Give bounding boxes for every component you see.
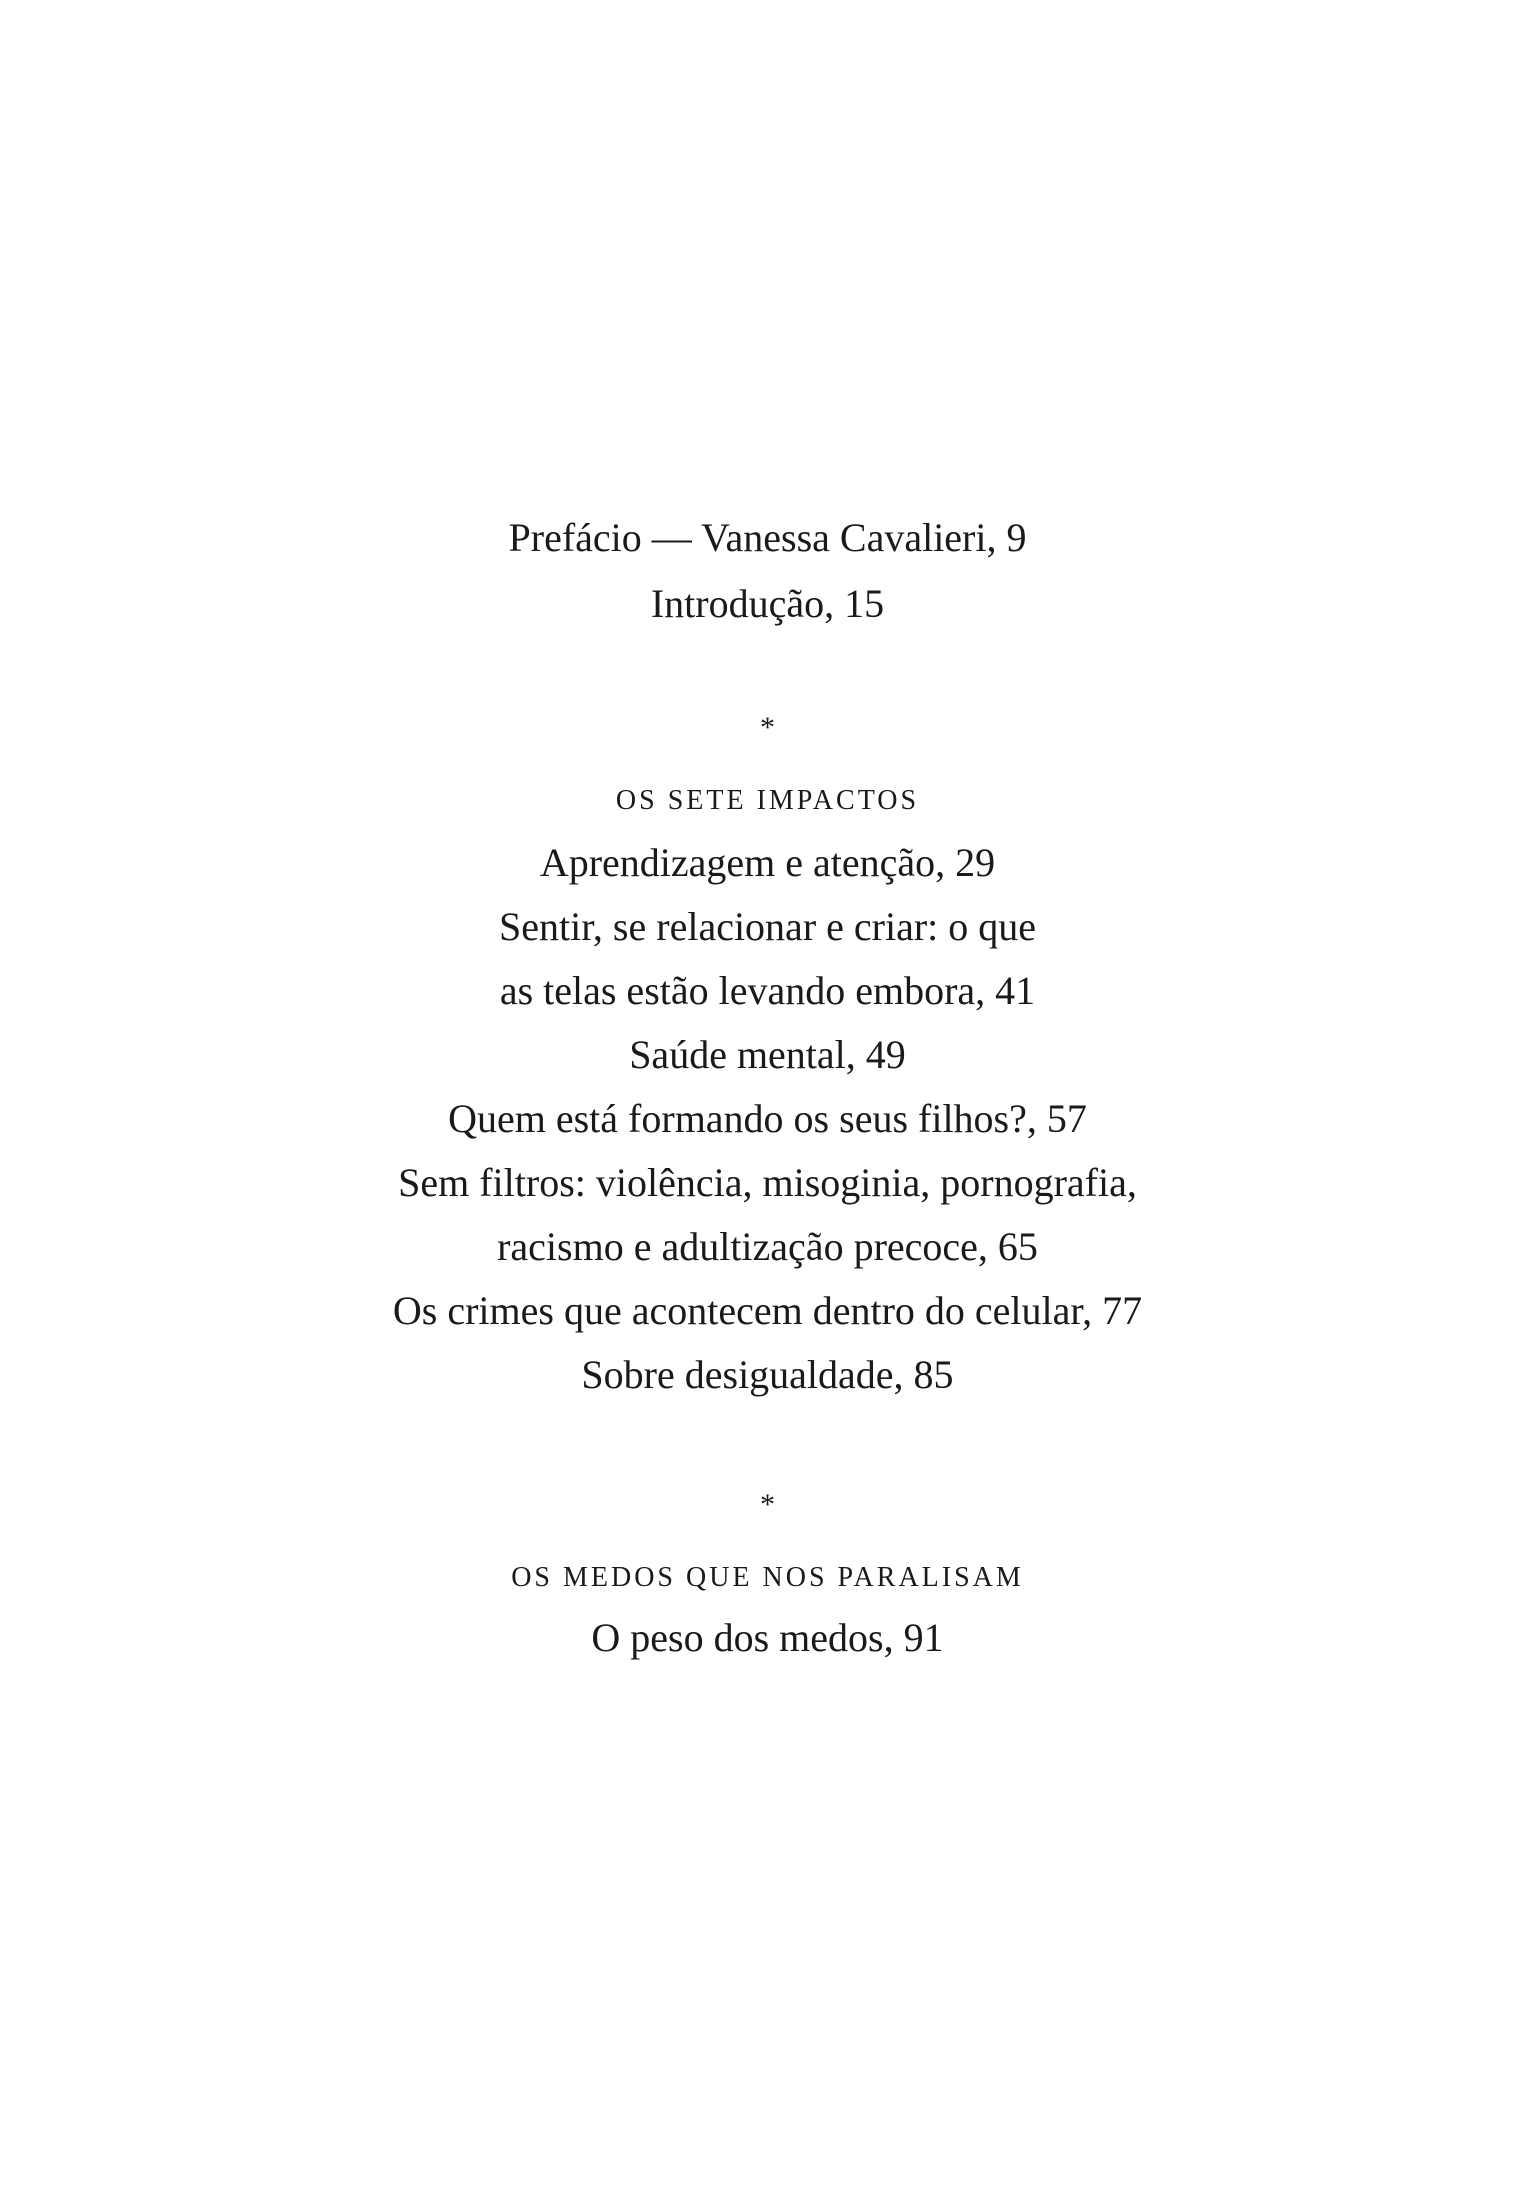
toc-entry: Sobre desigualdade, 85 xyxy=(581,1352,954,1397)
toc-entry: O peso dos medos, 91 xyxy=(591,1615,944,1660)
toc-entry: Quem está formando os seus filhos?, 57 xyxy=(448,1096,1087,1141)
section-separator: * xyxy=(760,711,775,744)
toc-entry: racismo e adultização precoce, 65 xyxy=(497,1224,1038,1269)
section-heading: OS MEDOS QUE NOS PARALISAM xyxy=(511,1562,1024,1593)
section-separator: * xyxy=(760,1488,775,1521)
toc-entry: Sem filtros: violência, misoginia, pornografia, xyxy=(398,1160,1137,1205)
toc-entry: Prefácio — Vanessa Cavalieri, 9 xyxy=(508,515,1027,560)
toc-entry: Saúde mental, 49 xyxy=(629,1032,906,1077)
toc-entry: Os crimes que acontecem dentro do celular, 77 xyxy=(392,1288,1143,1333)
toc-entry: Aprendizagem e atenção, 29 xyxy=(539,840,996,885)
section-heading: OS SETE IMPACTOS xyxy=(615,785,920,816)
toc-entry: Introdução, 15 xyxy=(650,581,885,626)
toc-entry: Sentir, se relacionar e criar: o que xyxy=(498,904,1037,949)
toc-entry: as telas estão levando embora, 41 xyxy=(499,968,1036,1013)
